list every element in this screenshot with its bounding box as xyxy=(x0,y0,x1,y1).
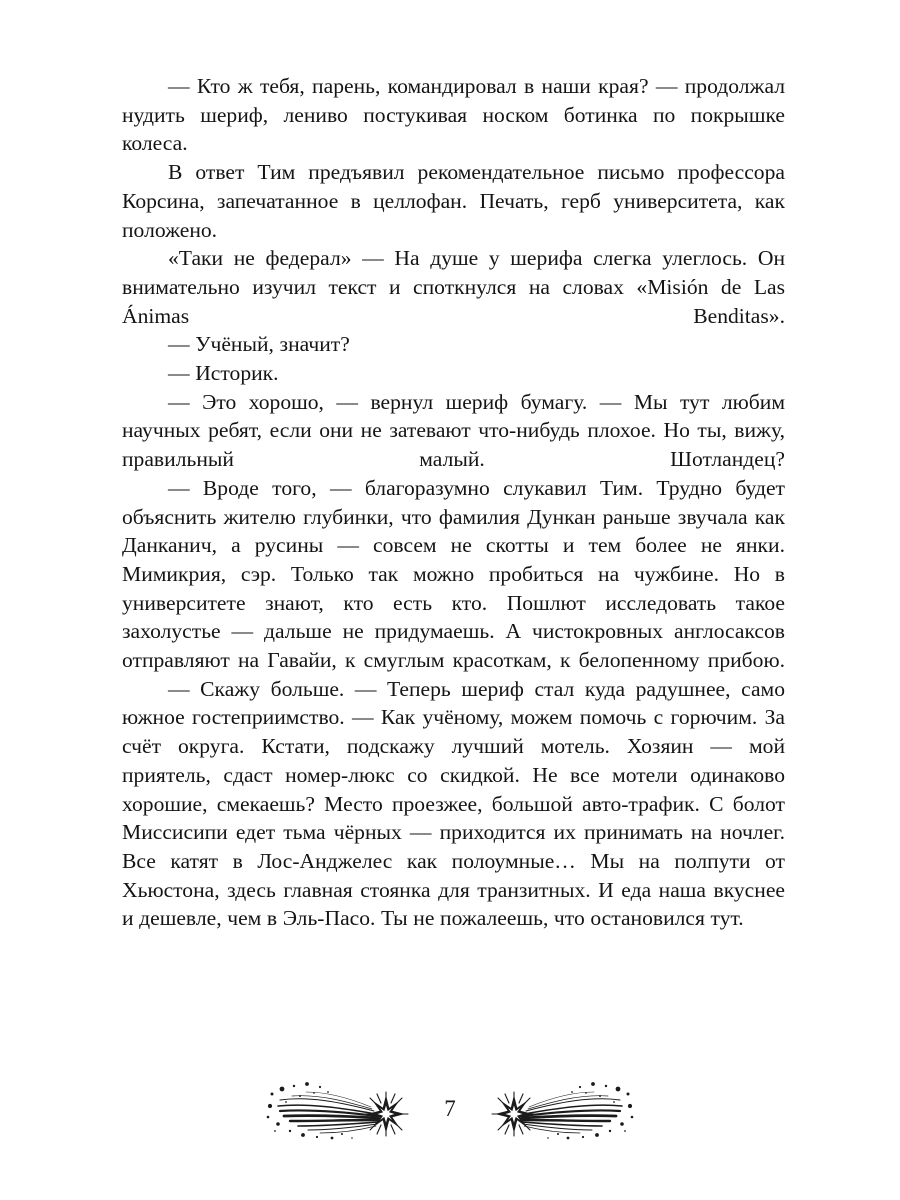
paragraph: — Скажу больше. — Теперь шериф стал куда радушнее, само южное гостеприимство. — Как учёному, можем помочь с горючим. За счёт округа. Кстати, подскажу лучший мотель. Хозяин — мой приятель, сдаст номер-люкс со скидкой. Не все мотели одинаково хорошие, смекаешь? Место проезжее, большой авто-трафик. С болот Миссисипи едет тьма чёрных — приходится их принимать на ночлег. Все катят в Лос-Анджелес как полоумные… Мы на полпути от Хьюстона, здесь главная стоянка для транзитных. И еда наша вкуснее и дешевле, чем в Эль-Пасо. Ты не пожалеешь, что остановился тут. xyxy=(122,676,785,931)
comet-ornament-mirrored-icon xyxy=(478,1076,638,1142)
page-number: 7 xyxy=(444,1095,456,1121)
paragraph: — Вроде того, — благоразумно слукавил Тим. Трудно будет объяснить жителю глубинки, что фамилия Дункан раньше звучала как Данканич, а русины — совсем не скотты и тем более не янки. Мимикрия, сэр. Только так можно пробиться на чужбине. Но в университете знают, кто есть кто. Пошлют исследовать такое захолустье — дальше не придумаешь. А чистокровных англосаксов отправляют на Гавайи, к смуглым красоткам, к белопенному прибою. xyxy=(122,475,785,673)
comet-ornament-icon xyxy=(262,1076,422,1142)
paragraph: В ответ Тим предъявил рекомендательное письмо профессора Корсина, запечатанное в целлофан. Печать, герб университета, как положено. xyxy=(122,160,785,242)
paragraph: — Это хорошо, — вернул шериф бумагу. — Мы тут любим научных ребят, если они не затевают что-нибудь плохое. Но ты, вижу, правильный малый. Шотландец? xyxy=(122,389,785,472)
body-text-column xyxy=(122,72,785,933)
paragraph: — Кто ж тебя, парень, командировал в наши края? — продолжал нудить шериф, лениво постукивая носком ботинка по покрышке колеса. xyxy=(122,74,785,156)
paragraph-dialogue: — Учёный, значит? xyxy=(168,332,350,357)
page-footer xyxy=(0,1074,900,1144)
paragraph-dialogue: — Историк. xyxy=(168,361,279,386)
paragraph: «Таки не федерал» — На душе у шерифа слегка улеглось. Он внимательно изучил текст и споткнулся на словах «Misión de Las Ánimas Benditas». xyxy=(122,246,785,328)
